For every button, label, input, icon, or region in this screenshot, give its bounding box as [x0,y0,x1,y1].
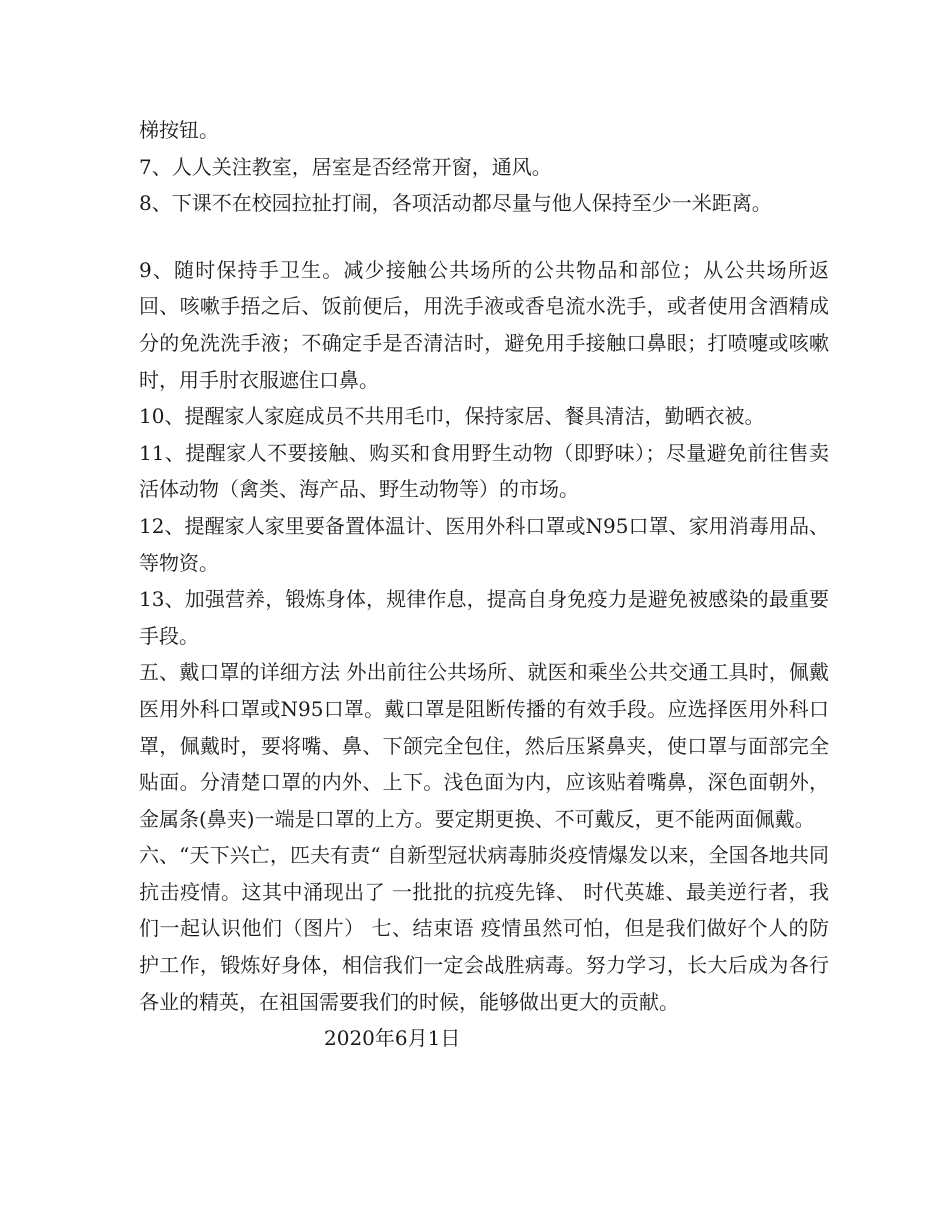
paragraph-section-6-7-conclusion: 六、“天下兴亡，匹夫有责“ 自新型冠状病毒肺炎疫情爆发以来，全国各地共同抗击疫情。这其中涌现出了 一批批的抗疫先锋、 时代英雄、最美逆行者，我们一起认识他们（图片） 七、结束语 疫情虽然可怕，但是我们做好个人的防护工作，锻炼好身体，相信我们一定会战胜病毒。努力学习，长大后成为各行各业的精英，在祖国需要我们的时候，能够做出更大的贡献。 [139,843,829,1014]
paragraph-item-8: 8、下课不在校园拉扯打闹，各项活动都尽量与他人保持至少一米距离。 [139,191,772,216]
paragraph-item-11: 11、提醒家人不要接触、购买和食用野生动物（即野味）；尽量避免前往售卖活体动物（禽类、海产品、野生动物等）的市场。 [139,440,829,502]
document-body [139,112,829,1057]
document-date: 2020年6月1日 [324,1026,461,1051]
paragraph-item-13: 13、加强营养，锻炼身体，规律作息，提高自身免疫力是避免被感染的最重要手段。 [139,587,829,648]
paragraph-elevator-button: 梯按钮。 [139,118,219,142]
paragraph-item-9: 9、随时保持手卫生。减少接触公共场所的公共物品和部位；从公共场所返回、咳嗽手捂之后、饭前便后，用洗手液或香皂流水洗手，或者使用含酒精成分的免洗洗手液；不确定手是否清洁时，避免用手接触口鼻眼；打喷嚏或咳嗽时，用手肘衣服遮住口鼻。 [139,257,829,392]
paragraph-item-7: 7、人人关注教室，居室是否经常开窗，通风。 [139,154,552,179]
paragraph-section-5-mask-method: 五、戴口罩的详细方法 外出前往公共场所、就医和乘坐公共交通工具时，佩戴医用外科口罩或N95口罩。戴口罩是阻断传播的有效手段。应选择医用外科口罩，佩戴时，要将嘴、鼻、下颌完全包住，然后压紧鼻夹，使口罩与面部完全贴面。分清楚口罩的内外、上下。浅色面为内，应该贴着嘴鼻，深色面朝外，金属条(鼻夹)一端是口罩的上方。要定期更换、不可戴反，更不能两面佩戴。 [139,660,829,831]
paragraph-item-12: 12、提醒家人家里要备置体温计、医用外科口罩或N95口罩、家用消毒用品、等物资。 [139,513,829,575]
paragraph-spacer [139,222,829,252]
paragraph-item-10: 10、提醒家人家庭成员不共用毛巾，保持家居、餐具清洁，勤晒衣被。 [139,404,765,429]
